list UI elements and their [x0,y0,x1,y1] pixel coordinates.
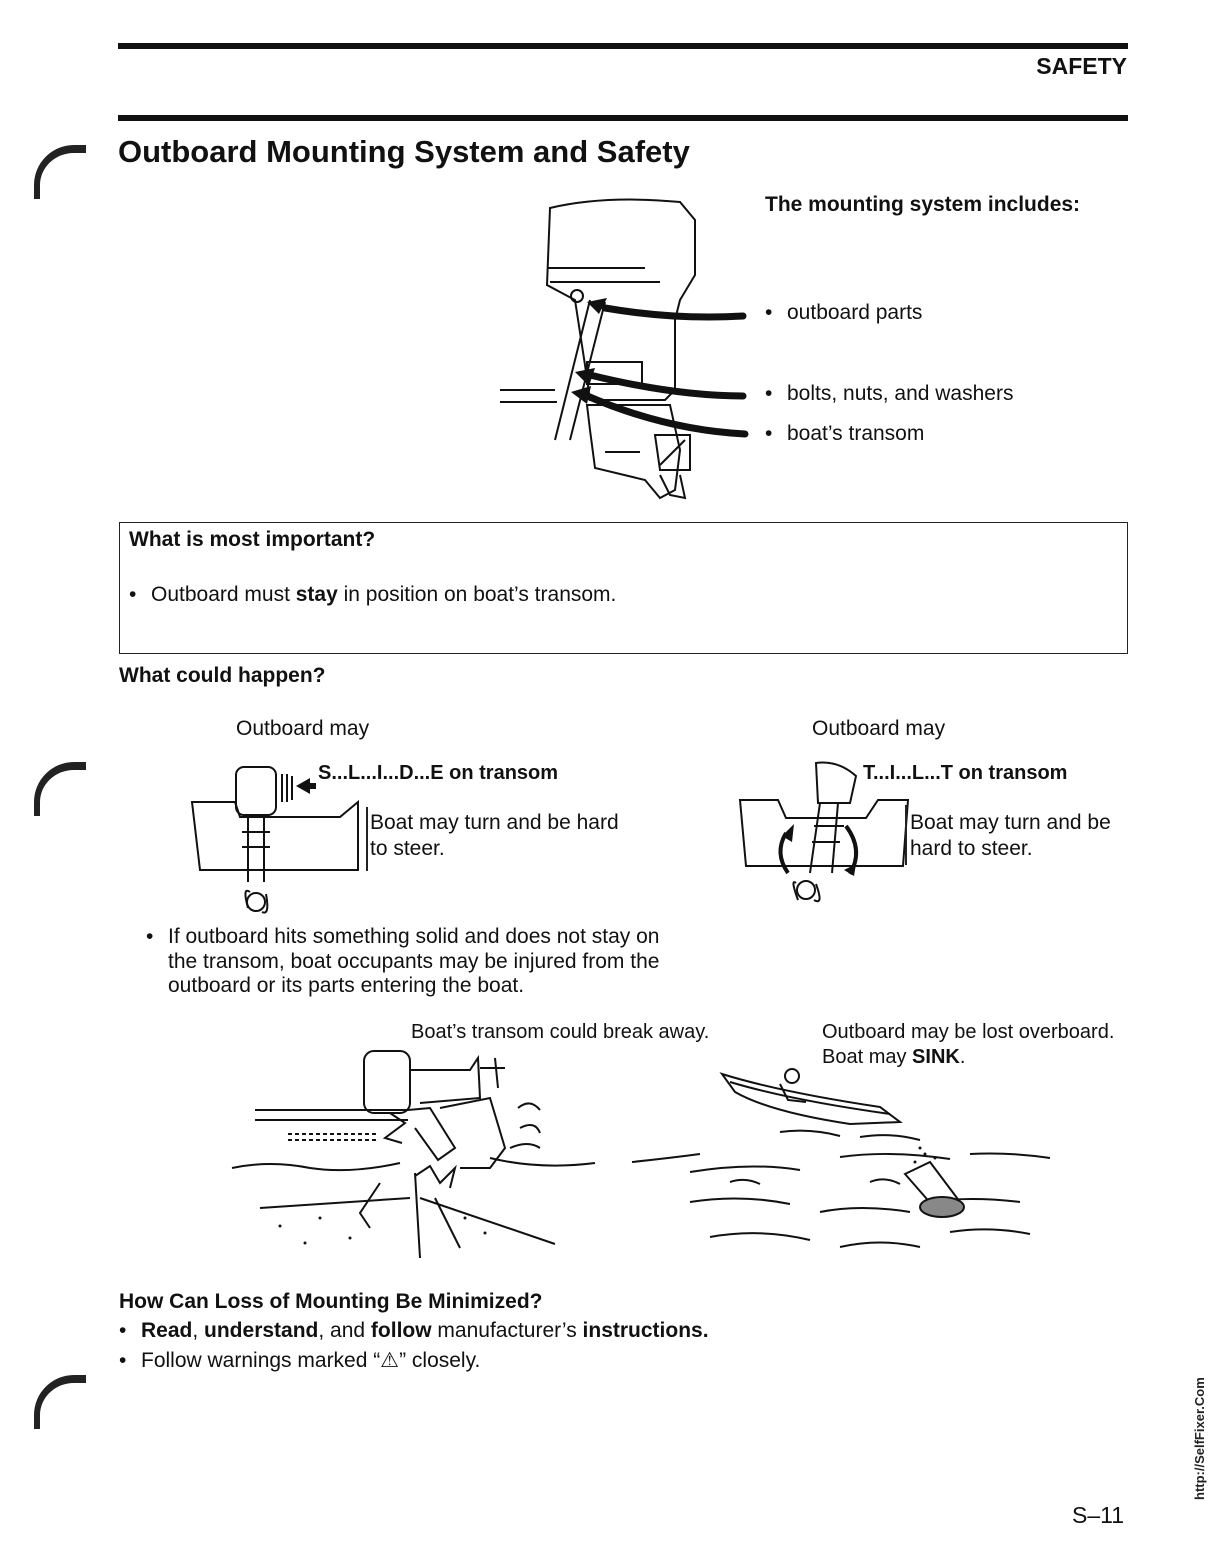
tilt-note-line: Boat may turn and be [910,811,1111,834]
slide-callout-line [366,807,368,871]
mounting-item: • bolts, nuts, and washers [765,382,1013,406]
page-number: S–11 [1072,1502,1125,1528]
slide-diagram [190,762,370,922]
tilt-caption: Outboard may [812,717,946,740]
minimize-sep: , [192,1319,205,1342]
minimize-bullet-2 [119,1348,480,1373]
slide-note-line: to steer. [370,837,445,860]
hit-line: the transom, boat occupants may be injured from the [168,949,660,973]
mounting-item: • outboard parts [765,301,922,325]
happen-heading: What could happen? [119,664,326,687]
slide-label: S...L...I...D...E on transom [318,762,559,784]
importance-heading: What is most important? [129,528,376,551]
binder-hole-mark [34,1375,86,1429]
lost-text-end: . [959,1046,966,1068]
slide-note-line: Boat may turn and be hard [370,811,619,834]
transom-break-illustration [230,1048,600,1263]
tilt-note [910,810,1111,862]
minimize-understand: understand [204,1319,319,1342]
mounting-heading: The mounting system includes: [765,193,1081,216]
minimize-read: Read [141,1319,193,1342]
minimize-heading: How Can Loss of Mounting Be Minimized? [119,1290,543,1313]
boat-sinking-illustration [630,1062,1060,1262]
minimize-text: manufacturer’s [431,1319,583,1342]
importance-bullet [129,583,616,607]
minimize-warn-text-end: ” closely. [399,1349,481,1372]
minimize-bullet-1 [119,1319,709,1343]
tilt-label: T...I...L...T on transom [863,762,1068,784]
hit-line: outboard or its parts entering the boat. [168,974,525,997]
header-rule-bottom [118,115,1128,121]
minimize-follow: follow [370,1319,432,1342]
lost-text: Boat may [822,1046,913,1068]
page-title: Outboard Mounting System and Safety [118,134,690,169]
slide-caption: Outboard may [236,717,370,740]
hit-paragraph [146,925,659,999]
binder-hole-mark [34,762,86,816]
outboard-mounting-illustration [495,190,755,510]
warning-triangle-icon: ⚠ [380,1349,400,1372]
importance-text: Outboard must [151,583,296,606]
minimize-warn-text: Follow warnings marked “ [141,1349,381,1372]
binder-hole-mark [34,145,86,199]
minimize-sep: , and [318,1319,371,1342]
tilt-callout-line [905,805,907,865]
watermark: http://SelfFixer.Com [1192,1377,1207,1500]
tilt-note-line: hard to steer. [910,837,1033,860]
lost-line: Outboard may be lost overboard. [822,1021,1115,1043]
header-rule-top [118,43,1128,49]
tilt-diagram [738,758,918,918]
mounting-item: • boat’s transom [765,422,924,446]
minimize-instructions: instructions. [582,1319,709,1342]
section-label: SAFETY [1036,53,1127,79]
hit-line: • If outboard hits something solid and does not stay on [146,925,659,950]
lost-emphasis: SINK [912,1046,960,1068]
break-caption: Boat’s transom could break away. [411,1021,710,1043]
importance-text-end: in position on boat’s transom. [337,583,617,606]
importance-box [119,522,1128,654]
importance-emphasis: stay [295,583,338,606]
slide-note [370,810,619,862]
